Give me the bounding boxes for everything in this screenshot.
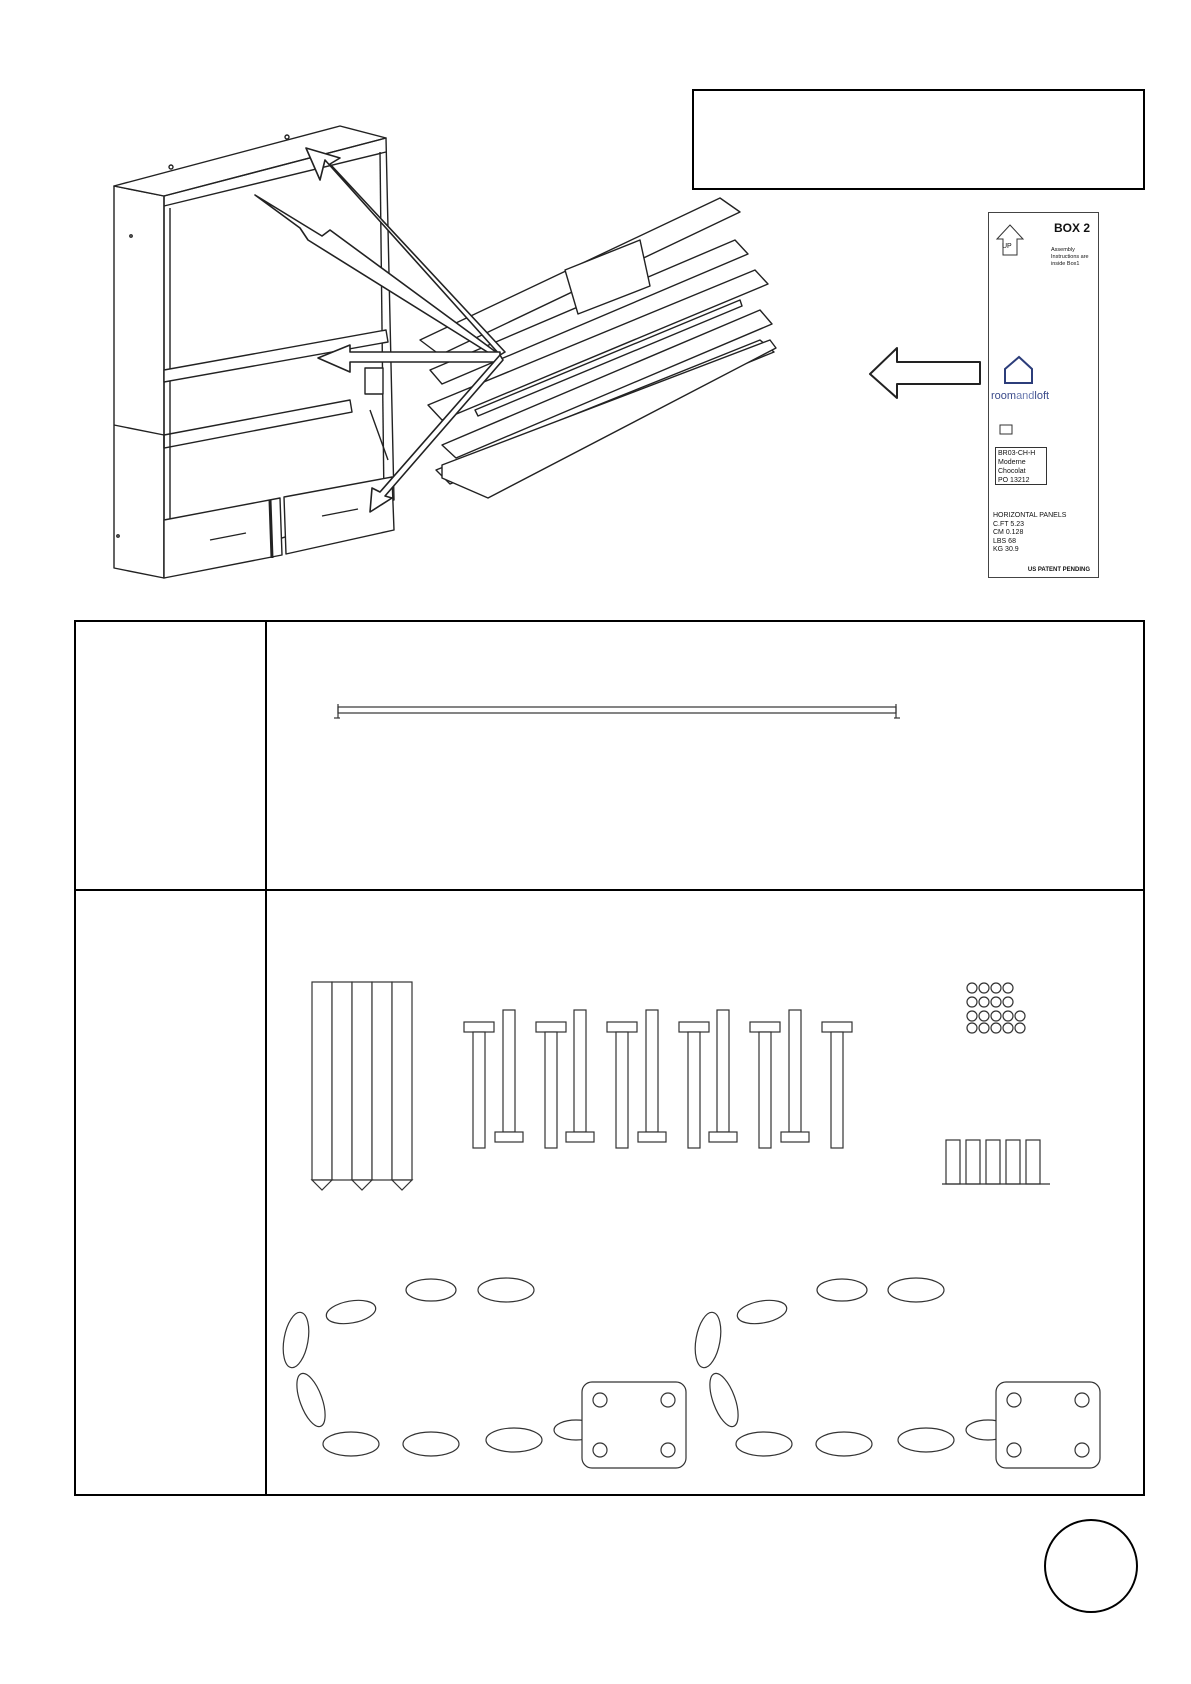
house-logo-icon — [1005, 357, 1032, 383]
brand-and: and — [1016, 390, 1035, 402]
up-arrow-icon — [997, 225, 1023, 255]
nuts-part — [967, 983, 1025, 1033]
contents-line: C.FT 5.23 — [993, 520, 1024, 528]
chain-part-left — [279, 1278, 686, 1468]
order-info — [995, 447, 1047, 485]
order-line: Moderne — [998, 459, 1026, 466]
long-screws-part — [312, 982, 412, 1190]
order-line: PO 13212 — [998, 477, 1030, 484]
up-label: UP — [1002, 243, 1012, 250]
bolts-part — [464, 1010, 852, 1148]
short-screws-part — [942, 1140, 1050, 1184]
order-line: Chocolat — [998, 468, 1026, 475]
panels-drawing — [420, 198, 776, 498]
contents-line: LBS 68 — [993, 537, 1016, 545]
parts-drawings — [76, 622, 1147, 1498]
box-number: BOX 2 — [1053, 221, 1090, 235]
page-number-circle — [1044, 1519, 1138, 1613]
brand-logo-text — [991, 390, 1049, 402]
assembly-note: Assembly Instructions are inside Box1 — [1051, 247, 1089, 267]
contents-line: CM 0.128 — [993, 529, 1024, 536]
title-frame — [692, 89, 1145, 190]
brand-room: room — [991, 390, 1017, 402]
rod-part — [334, 704, 900, 718]
contents-info — [993, 512, 1066, 555]
patent-note: US PATENT PENDING — [1027, 567, 1090, 573]
left-arrow-icon — [870, 348, 980, 398]
brand-loft: loft — [1034, 390, 1050, 402]
chain-part-right — [691, 1278, 1100, 1468]
contents-line: KG 30.9 — [993, 546, 1019, 553]
contents-line: HORIZONTAL PANELS — [993, 512, 1067, 519]
box-label — [988, 212, 1099, 578]
parts-table — [74, 620, 1145, 1496]
order-line: BR03-CH-H — [998, 450, 1036, 457]
